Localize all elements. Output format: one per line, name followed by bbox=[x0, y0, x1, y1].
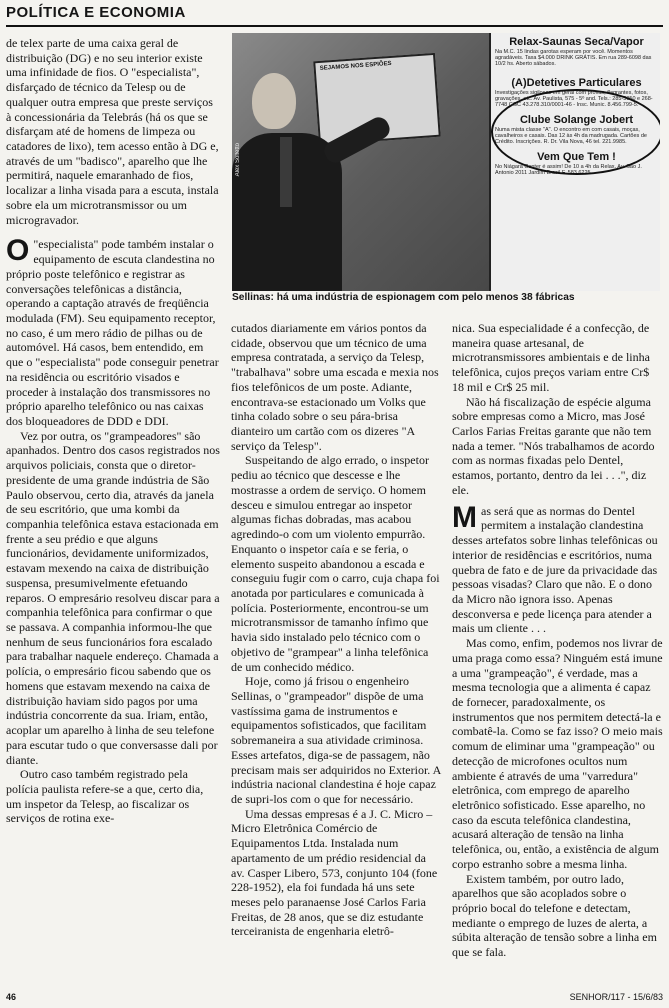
photo-caption: Sellinas: há uma indústria de espionagem com pelo menos 38 fábricas bbox=[232, 292, 575, 303]
paragraph bbox=[452, 500, 663, 636]
section-title: POLÍTICA E ECONOMIA bbox=[6, 4, 186, 21]
paragraph: Hoje, como já frisou o engenheiro Sellinas, o "grampeador" dispõe de uma vastíssima gama de instrumentos e equipamentos sofisticados, que facilitam sobremaneira a sua atividade criminosa. Esses artefatos, diga-se de passagem, não precisam mais ser adquiridos no Exterior. A indústria nacional clandestina é hoje capaz de supri-los com o que for necessário. bbox=[231, 674, 441, 806]
article-photo bbox=[232, 33, 660, 291]
paragraph: Outro caso também registrado pela polícia paulista refere-se a que, certo dia, um inspetor da Telesp, ao fiscalizar os serviços de rotina exe- bbox=[6, 767, 204, 826]
person-head bbox=[252, 73, 296, 129]
text-column-3 bbox=[452, 321, 663, 960]
highlight-circle bbox=[491, 89, 660, 175]
clipping-ad1-title: Relax-Saunas Seca/Vapor bbox=[509, 36, 644, 48]
paragraph-text: as será que as normas do Dentel permitem a instalação clandestina desses artefatos sobre linhas telefônicas ou interior de residências e escritórios, numa quebra de fato e de jure da privacidade das pessoas visadas? Claro que não. E o dono da Micro não ignora isso. Apenas desconversa e pede licença para atender a mais um cliente . . . bbox=[452, 503, 658, 636]
paragraph: Existem também, por outro lado, aparelhos que são acoplados sobre o próprio bocal do telefone e detectam, mediante o emprego de luzes de alerta, a súbita alteração de tensão sobre a linha em que se fala. bbox=[452, 871, 657, 960]
clipping-ad3-text: Numa mista classe "A". O encontro em com casais, moças, cavalheiros e casais. Das 12 às 4h da madrugada. Cartões de Crédito. Inscrições. R. Dr. Vila Nova, 46 tel. 221.9985. bbox=[495, 127, 647, 145]
clipping-ad2-text: Investigações sigilosas em geral com provas, flagrantes, fotos, gravações, etc. Av. Paulista, 575 - 5º and. Tels.: 285-3950 e 268-7748 CGC 43.278.310/0001-46 - Insc. Munic. 8.456.799-5. bbox=[495, 90, 653, 108]
paragraph: Vez por outra, os "grampeadores" são apanhados. Dentro dos casos registrados nos arquivos policiais, consta que o diretor-presidente de uma grande indústria de São Paulo observou, certo dia, através da janela de seu escritório, que uma kombi da companhia telefônica estava estacionada em frente a seu prédio e que alguns funcionários, devidamente uniformizados, estavam mexendo na caixa de distribuição suspensa, presumivelmente efetuando reparos. O empresário resolveu discar para a companhia telefônica para confirmar o que se passava. A companhia informou-lhe que nenhum de seus funcionários fora escalado para trabalhar naquele endereço. Chamada a polícia, o empresário ficou sabendo que os homens que estavam mexendo na caixa de distribuição haviam sido pagos por uma indústria concorrente da sua. Iriam, então, acoplar um aparelho à linha de seu telefone para escutar tudo o que conversasse dali por diante. bbox=[6, 428, 220, 767]
paragraph: Mas como, enfim, podemos nos livrar de uma praga como essa? Ninguém está imune a uma "grampeação", é verdade, mas a mesma tecnologia que a alimenta é capaz de fornecer, paradoxalmente, os instrumentos que nos permitem detectá-la e combatê-la. Como se faz isso? O meio mais comum de eliminar uma "grampeação" ou detecção de microfones ocultos num ambiente é através de uma "varredura" eletrônica, com emprego de aparelho eletrônico sofisticado. Esse aparelho, no caso da escuta telefônica clandestina, acusará alteração de tensão na linha telefônica, ou, então, a existência de algum corpo estranho sobre a mesma linha. bbox=[452, 636, 663, 871]
paragraph: Não há fiscalização de espécie alguma sobre empresas como a Micro, mas José Carlos Farias Freitas garante que não tem nada a temer. "Nós trabalhamos de acordo com as normas fixadas pelo Dentel, estamos, portanto, dentro da lei . . .", diz ele. bbox=[452, 394, 655, 497]
paragraph: Uma dessas empresas é a J. C. Micro – Micro Eletrônica Comércio de Equipamentos Ltda. Instalada num apartamento de um prédio residencial da av. Casper Libero, 573, conjunto 104 (fone 228-1952), ela foi fundada há uns sete meses pelo paranaense José Carlos Faria Freitas, de 28 anos, que se diz estudante terceiranista de engenharia eletrô- bbox=[231, 806, 438, 939]
paragraph: cutados diariamente em vários pontos da cidade, observou que um técnico de uma empresa contratada, a serviço da Telesp, "trabalhava" sobre uma escada e mexia nos fios telefônicos de um poste. Adiante, encontrava-se estacionado um Volks que tinha colado sobre o seu pára-brisa dianteiro um cartão com os dizeres "A serviço da Telesp". bbox=[231, 321, 439, 453]
clipping-ad4-title: Vem Que Tem ! bbox=[537, 151, 616, 163]
clipping-ad1-text: Na M.C. 15 lindas garotas esperam por você. Momentos agradáveis. Taxa $4.000 DRINK GRÁTIS. Em rua 289-6098 das 10/2 hs. Aberto sábados. bbox=[495, 49, 652, 67]
drop-cap: O bbox=[6, 234, 30, 268]
text-column-1 bbox=[6, 36, 220, 826]
drop-cap: M bbox=[452, 500, 477, 534]
paragraph-text: "especialista" pode também instalar o equipamento de escuta clandestina no próprio poste telefônico e registrar as conversações telefônicas a distância, operando a captação através de freqüência modulada (FM). Seu equipamento receptor, no caso, é um mero rádio de pilhas ou de automóvel. Há casos, bem entendido, em que o "especialista" pode conseguir penetrar na residência ou escritório visados e proceder à instalação dos transmissores no próprio aparelho telefônico ou nas caixas dos bloqueadores de DDD e DDI. bbox=[6, 237, 219, 428]
clipping-ad4-text: No Niágara Center é assim! De 10 a 4h da Relax. Av. São J. Antonio 2011 Jardim Brasil F. 583.6225. bbox=[495, 164, 642, 176]
classified-clipping bbox=[489, 33, 660, 291]
issue-info: SENHOR/117 - 15/6/83 bbox=[569, 992, 663, 1002]
text-column-2 bbox=[231, 321, 442, 939]
person-tie bbox=[280, 137, 292, 207]
clipping-ad3-title: Clube Solange Jobert bbox=[519, 114, 634, 126]
paragraph bbox=[6, 234, 220, 428]
page-number: 46 bbox=[6, 992, 17, 1002]
header-rule bbox=[6, 25, 663, 27]
paragraph: nica. Sua especialidade é a confecção, de maneira quase artesanal, de microtransmissores ambientais e de linha telefônica, cujos preços variam entre Cr$ 18 mil e Cr$ 25 mil. bbox=[452, 321, 650, 394]
clipping-ad2-title: (A)Detetives Particulares bbox=[511, 77, 642, 89]
poster-title: SEJAMOS NOS ESPIÕES bbox=[319, 60, 392, 72]
photo-credit: Alex Solletto bbox=[235, 143, 241, 177]
paragraph: de telex parte de uma caixa geral de distribuição (DG) e no seu interior existe uma infinidade de fios. O "especialista", disfarçado de técnico da Telesp ou de qualquer outra empresa que preste serviços à concessionária da Telebrás (há os que se disfarçam até de homens de limpeza ou catadores de lixo), tem acesso então à DG e, através de um "badisco", aparelho que lhe permitirá, naquele emaranhado de fios, localizar a linha visada para a escuta, instala sobre ela um microtransmissor ou um microgravador. bbox=[6, 36, 219, 227]
paragraph: Suspeitando de algo errado, o inspetor pediu ao técnico que descesse e lhe mostrasse a ordem de serviço. O homem desceu e simulou entregar ao inspetor algumas fichas dobradas, mas acabou agredindo-o com um violento empurrão. Enquanto o inspetor caía e se feria, o elemento suspeito abandonou a escada e conseguiu fugir com o carro, cuja chapa foi anotada por particulares e comunicada à polícia. Posteriormente, encontrou-se um microtransmissor de tamanho ínfimo que havia sido instalado pelo técnico com o objetivo de "grampear" a linha telefônica de um conhecido médico. bbox=[231, 453, 440, 674]
